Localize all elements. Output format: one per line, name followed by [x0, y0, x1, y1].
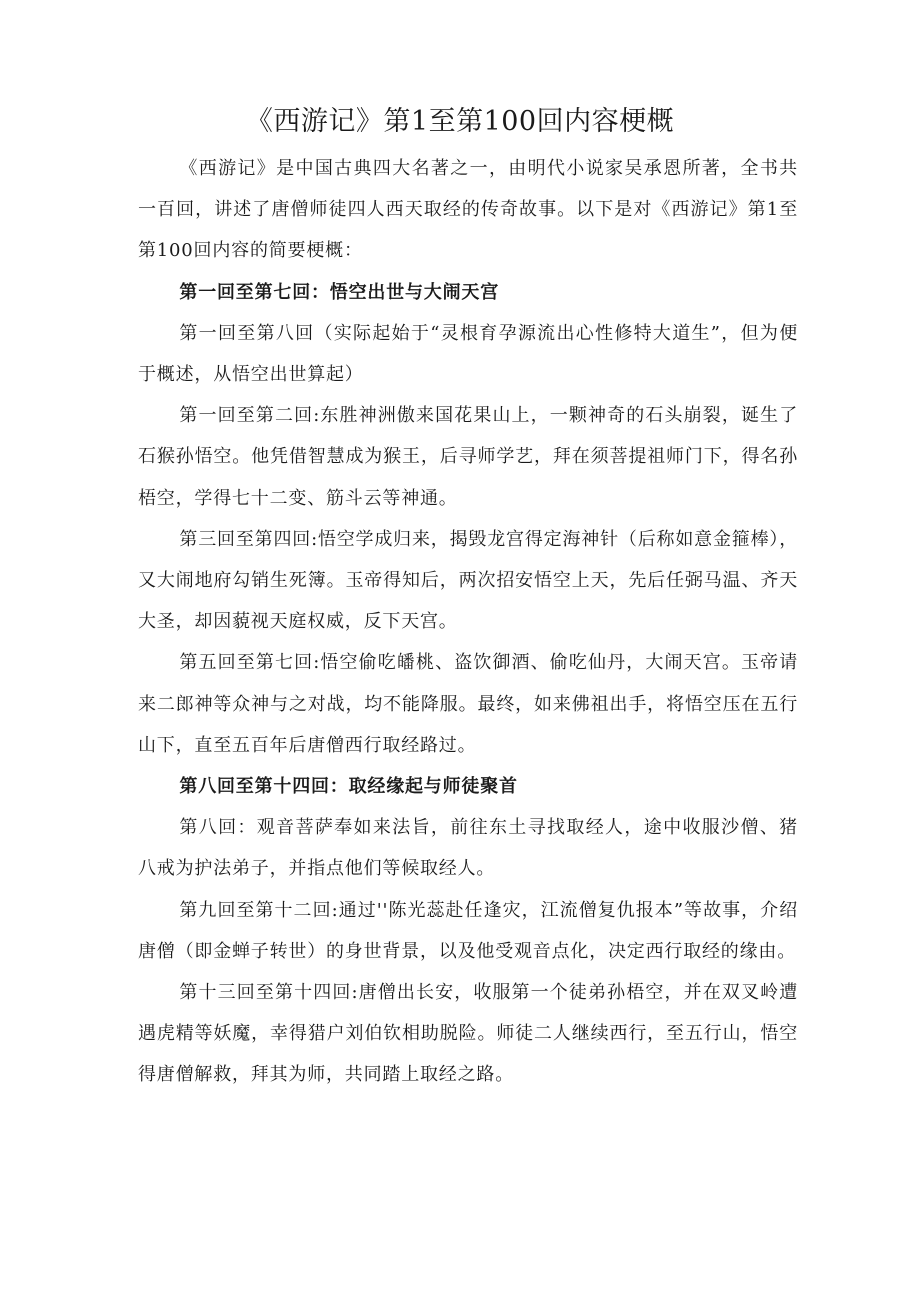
- section-2-paragraph: 第十三回至第十四回:唐僧出长安，收服第一个徒弟孙梧空，并在双叉岭遭遇虎精等妖魔，幸得猎户刘伯钦相助脱险。师徒二人继续西行，至五行山，悟空得唐僧解救，拜其为师，共同踏上取经之路。: [138, 982, 798, 1086]
- intro-paragraph: 《西游记》是中国古典四大名著之一，由明代小说家吴承恩所著，全书共一百回，讲述了唐僧师徒四人西天取经的传奇故事。以下是对《西游记》第1至第100回内容的简要梗概：: [138, 158, 798, 262]
- section-2-paragraph: 第八回：观音菩萨奉如来法旨，前往东土寻找取经人，途中收服沙僧、猪八戒为护法弟子，并指点他们等候取经人。: [138, 817, 798, 880]
- section-1-paragraph: 第三回至第四回:悟空学成归来，揭毁龙宫得定海神针（后称如意金箍棒），又大闹地府勾销生死簿。玉帝得知后，两次招安悟空上天，先后任弼马温、齐天大圣，却因藐视天庭权威，反下天宫。: [138, 528, 798, 633]
- section-1-paragraph: 第一回至第二回:东胜神洲傲来国花果山上，一颗神奇的石头崩裂，诞生了石猴孙悟空。他凭借智慧成为猴王，后寻师学艺，拜在须菩提祖师门下，得名孙梧空，学得七十二变、筋斗云等神通。: [138, 405, 798, 509]
- section-1-paragraph: 第五回至第七回:悟空偷吃皤桃、盗饮御酒、偷吃仙丹，大闹天宫。玉帝请来二郎神等众神与之对战，均不能降服。最终，如来佛祖出手，将悟空压在五行山下，直至五百年后唐僧西行取经路过。: [138, 652, 798, 756]
- section-heading-1: 第一回至第七回：悟空出世与大闹天宫: [179, 281, 499, 303]
- section-1-paragraph: 第一回至第八回（实际起始于“灵根育孕源流出心性修特大道生”，但为便于概述，从悟空出世算起）: [138, 322, 798, 386]
- document-body: [138, 148, 798, 1096]
- section-heading-2: 第八回至第十四回：取经缘起与师徒聚首: [179, 776, 518, 798]
- section-2-paragraph: 第九回至第十二回:通过''陈光蕊赴任逢灾，江流僧复仇报本”等故事，介绍唐僧（即金蝉子转世）的身世背景，以及他受观音点化，决定西行取经的缘由。: [138, 899, 798, 962]
- document-title: 《西游记》第1至第100回内容梗概: [245, 106, 675, 137]
